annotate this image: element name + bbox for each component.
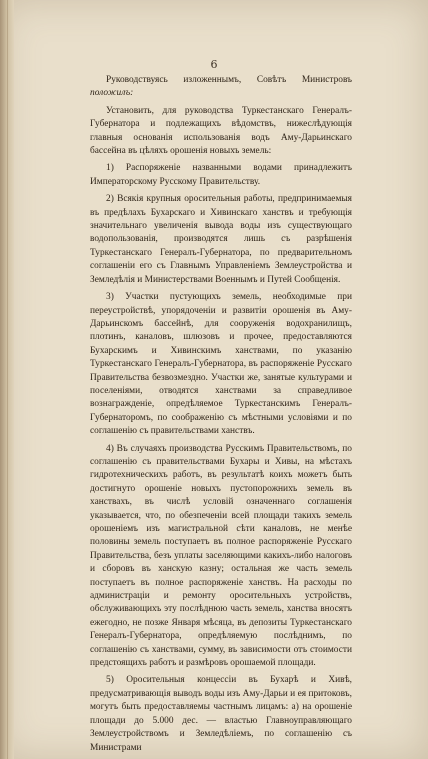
item-paragraph-4: 4) Въ случаяхъ производства Русскимъ Правительствомъ, по соглашенію съ правительствами Бухары и Хивы, на мѣстахъ гидротехническихъ работъ, въ результатѣ коихъ можетъ быть достигнуто орошеніе новыхъ пустопорожнихъ земель въ ханствахъ, въ числѣ условій означеннаго соглашенія указывается, что, по обезпеченіи всей площади такихъ земель орошеніемъ изъ магистральной сѣти каналовъ, не менѣе половины земель поступаетъ въ полное распоряженіе Русскаго Правительства, безъ уплаты заселяющими какихъ-либо налоговъ и сборовъ въ ханскую казну; остальная же часть земель поступаетъ въ полное распоряженіе ханствъ. На расходы по администраціи и ремонту оросительныхъ устройствъ, обслуживающихъ эту послѣднюю часть земель, ханства вносятъ ежегодно, не позже Января мѣсяца, въ депозиты Туркестанскаго Генералъ-Губернатора, опредѣляемую послѣднимъ, по соглашенію съ ханствами, сумму, въ зависимости отъ стоимости предстоящихъ работъ и размѣровъ орошаемой площади. bbox=[90, 443, 352, 669]
lead-italic-text: положилъ: bbox=[90, 88, 134, 99]
item-paragraph-1: 1) Распоряженіе названными водами принадлежитъ Императорскому Русскому Правительству. bbox=[90, 163, 352, 187]
page-number: 6 bbox=[210, 58, 218, 71]
item-paragraph-3: 3) Участки пустующихъ земель, необходимые при переустройствѣ, упорядоченіи и развитіи орошенія въ Аму-Дарьинскомъ бассейнѣ, для сооруженія водохранилищъ, плотинъ, каналовъ, шлюзовъ и прочее, предоставляются Бухарскимъ и Хивинскимъ ханствами, по указанію Туркестанскаго Генералъ-Губернатора, въ распоряженіе Русскаго Правительства безвозмездно. Участки же, занятые культурами и поселеніями, отводятся ханствами за справедливое вознагражденіе, опредѣляемое Туркестанскимъ Генералъ-Губернаторомъ, по соображенію съ мѣстными условіями и по соглашенію съ правительствами ханствъ. bbox=[90, 292, 352, 437]
lead-paragraph bbox=[90, 74, 352, 101]
item-paragraph-2: 2) Всякія крупныя оросительныя работы, предпринимаемыя въ предѣлахъ Бухарскаго и Хивинскаго ханствъ и требующія значительнаго увеличенія вывода воды изъ существующаго водопользованія, производятся лишь съ разрѣшенія Туркестанскаго Генералъ-Губернатора, по предварительномъ соглашеніи его съ Главнымъ Управленіемъ Землеустройства и Земледѣлія и Министерствами Военнымъ и Путей Сообщенія. bbox=[90, 194, 352, 285]
lead-text: Руководствуясь изложеннымъ, Совѣтъ Министровъ bbox=[106, 75, 352, 85]
binding-fold-line bbox=[7, 0, 8, 759]
document-body bbox=[90, 74, 352, 759]
item-paragraph-5: 5) Оросительныя концессіи въ Бухарѣ и Хивѣ, предусматривающія выводъ воды изъ Аму-Дарьи и ея притоковъ, могутъ быть предоставляемы частнымъ лицамъ: а) на орошеніе площади до 5.000 дес. — властью Главноуправляющаго Землеустройствомъ и Земледѣліемъ, по соглашенію съ Министрами bbox=[90, 675, 352, 753]
intro-paragraph: Установить, для руководства Туркестанскаго Генералъ-Губернатора и подлежащихъ вѣдомствъ, нижеслѣдующія главныя основанія использованія водъ Аму-Дарьинскаго бассейна въ цѣляхъ орошенія новыхъ земель: bbox=[90, 105, 352, 157]
